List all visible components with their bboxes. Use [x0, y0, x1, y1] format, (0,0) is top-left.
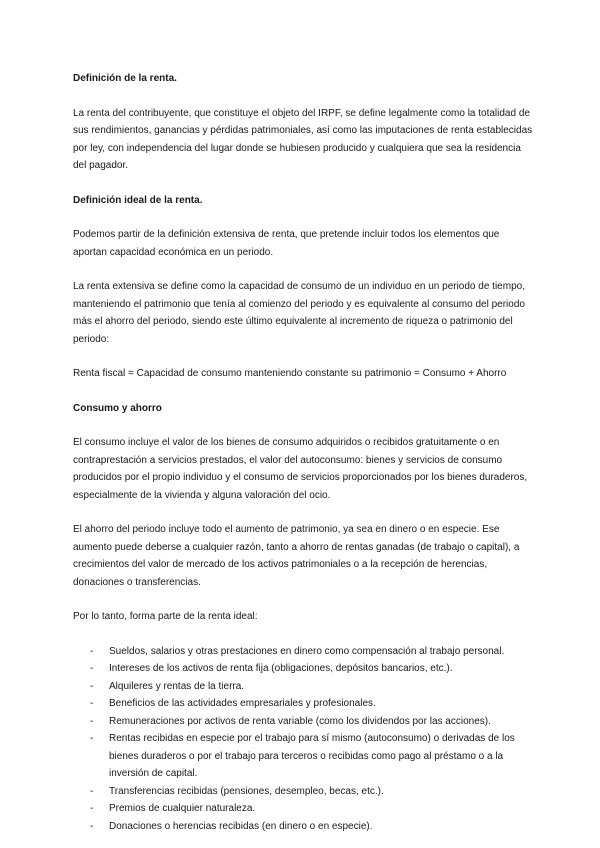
list-item — [73, 695, 535, 713]
list-dash-marker: - — [90, 785, 94, 797]
definicion-renta-paragraph: La renta del contribuyente, que constituye el objeto del IRPF, se define legalmente como la totalidad de sus rendimientos, ganancias y pérdidas patrimoniales, así como las imputaciones de renta establecidas por ley, con independencia del lugar donde se hubiesen producido y cualquiera que sea la residencia del pagador. — [73, 107, 533, 171]
list-dash-marker: - — [90, 645, 94, 657]
list-item-text: Rentas recibidas en especie por el trabajo para sí mismo (autoconsumo) o derivadas de los bienes duraderos o por el trabajo para terceros o recibidas como pago al préstamo o a la inversión de capital. — [109, 733, 515, 779]
list-dash-marker: - — [90, 820, 94, 832]
list-item — [73, 678, 535, 696]
ahorro-paragraph: El ahorro del periodo incluye todo el aumento de patrimonio, ya sea en dinero o en especie. Ese aumento puede deberse a cualquier razón, tanto a ahorro de rentas ganadas (de trabajo o capital), a crecimientos del valor de mercado de los activos patrimoniales o a la recepción de herencias, donaciones o transferencias. — [73, 524, 520, 588]
list-dash-marker: - — [90, 733, 94, 744]
definicion-renta-heading: Definición de la renta. — [73, 73, 177, 84]
list-dash-marker: - — [90, 715, 94, 727]
list-item-text: Alquileres y rentas de la tierra. — [109, 680, 245, 692]
list-item-text: Donaciones o herencias recibidas (en dinero o en especie). — [109, 820, 373, 832]
list-dash-marker: - — [90, 803, 94, 814]
definicion-ideal-paragraph-1: Podemos partir de la definición extensiva de renta, que pretende incluir todos los elementos que aportan capacidad económica en un periodo. — [73, 229, 500, 258]
renta-fiscal-formula: Renta fiscal = Capacidad de consumo manteniendo constante su patrimonio = Consumo + Ahorro — [73, 368, 507, 379]
consumo-paragraph: El consumo incluye el valor de los bienes de consumo adquiridos o recibidos gratuitamente o en contraprestación a servicios prestados, el valor del autoconsumo: bienes y servicios de consumo producidos por el propio individuo y el consumo de servicios proporcionados por los bienes duraderos, especialmente de la vivienda y alguna valoración del ocio. — [73, 437, 528, 501]
list-item-text: Transferencias recibidas (pensiones, desempleo, becas, etc.). — [109, 785, 384, 797]
list-dash-marker: - — [90, 663, 94, 674]
list-item-text: Sueldos, salarios y otras prestaciones en dinero como compensación al trabajo personal. — [109, 645, 505, 657]
list-item-text: Remuneraciones por activos de renta variable (como los dividendos por las acciones). — [109, 715, 491, 727]
consumo-ahorro-heading: Consumo y ahorro — [73, 402, 162, 414]
list-item-text: Beneficios de las actividades empresariales y profesionales. — [109, 698, 376, 709]
list-intro: Por lo tanto, forma parte de la renta ideal: — [73, 611, 258, 622]
list-item — [73, 713, 535, 731]
list-item — [73, 730, 535, 783]
list-item — [73, 783, 535, 801]
list-item — [73, 800, 535, 818]
list-dash-marker: - — [90, 698, 94, 709]
list-item — [73, 660, 535, 678]
list-item — [73, 643, 535, 661]
list-item-text: Premios de cualquier naturaleza. — [109, 803, 256, 814]
renta-ideal-list — [73, 643, 535, 836]
list-item — [73, 818, 535, 836]
list-item-text: Intereses de los activos de renta fija (obligaciones, depósitos bancarios, etc.). — [109, 663, 453, 674]
definicion-ideal-heading: Definición ideal de la renta. — [73, 194, 203, 206]
document-page — [73, 70, 535, 835]
list-dash-marker: - — [90, 680, 94, 692]
definicion-ideal-paragraph-2: La renta extensiva se define como la capacidad de consumo de un individuo en un periodo de tiempo, manteniendo el patrimonio que tenía al comienzo del periodo y es equivalente al consumo del periodo más el ahorro del periodo, siendo este último equivalente al incremento de riqueza o patrimonio del periodo: — [73, 281, 525, 345]
